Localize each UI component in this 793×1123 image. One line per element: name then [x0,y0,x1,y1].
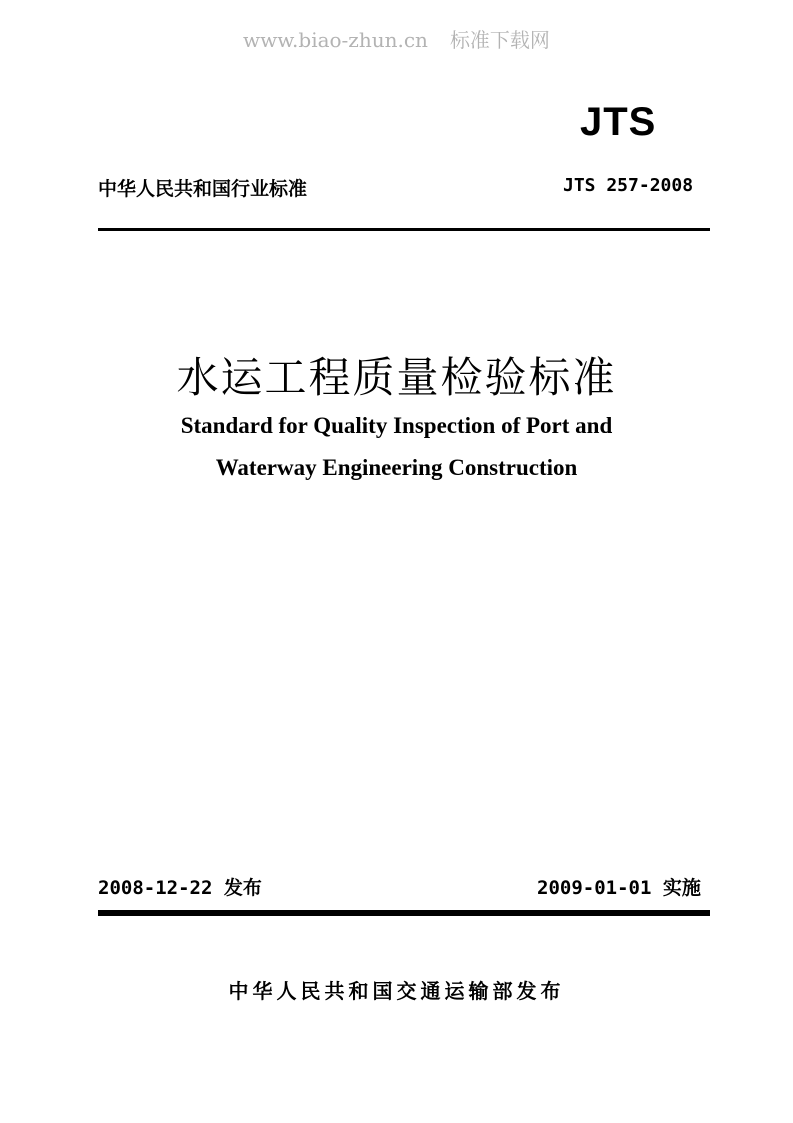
standard-number: JTS 257-2008 [563,175,694,196]
top-divider [98,228,710,231]
watermark-site-name: 标准下载网 [449,28,550,52]
bottom-divider [98,910,710,916]
effective-date: 2009-01-01 实施 [537,877,701,899]
publisher: 中华人民共和国交通运输部发布 [228,979,565,1003]
standard-code: JTS [580,100,657,144]
watermark-url: www.biao-zhun.cn [243,28,428,52]
issue-date: 2008-12-22 发布 [98,877,262,899]
title-chinese: 水运工程质量检验标准 [176,353,617,402]
standard-category: 中华人民共和国行业标准 [98,178,308,200]
title-english-line2: Waterway Engineering Construction [215,455,578,480]
watermark [0,24,793,53]
title-english-line1: Standard for Quality Inspection of Port and [180,413,613,438]
